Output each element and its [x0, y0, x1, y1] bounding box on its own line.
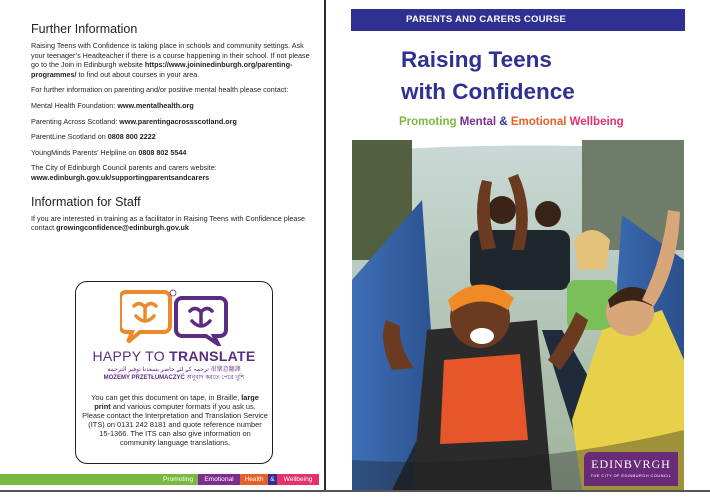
contact-youngminds: YoungMinds Parents’ Helpline on 0808 802 5544 [31, 147, 187, 157]
translation-languages: ترجمہ کے لئے حاضر بسعدنا توفير الترجمة 很樂意翻譯 MOŻEMY PRZETŁUMACZYĆ অনুবাদ করতে পেরে খুশি [103, 367, 245, 381]
strip-health: Health [240, 474, 268, 485]
happy-to-translate-logo-icon [120, 288, 228, 346]
contact-parenting-across-scotland: Parenting Across Scotland: www.parentingacrossscotland.org [31, 116, 237, 126]
contact-intro: For further information on parenting and/or positive mental health please contact: [31, 85, 289, 95]
cover-tagline: Promoting Mental & Emotional Wellbeing [399, 116, 624, 128]
translation-box [75, 281, 273, 464]
parenting-across-scotland-link[interactable]: www.parentingacrossscotland.org [119, 116, 237, 126]
edinburgh-council-logo: EDINBVRGH THE CITY OF EDINBURGH COUNCIL [584, 452, 678, 486]
course-locations-paragraph: Raising Teens with Confidence is taking place in schools and community settings. Ask your teenager’s Headteacher if there is a course happening in their school. If not please go to the Join in Edinburgh website https://www.joininedinburgh.org/parenting-programmes/ to find out about courses in your area. [31, 41, 310, 79]
front-cover [326, 0, 710, 490]
mental-health-foundation-link[interactable]: www.mentalhealth.org [117, 100, 194, 110]
strip-promoting: Promoting [158, 474, 198, 485]
strip-wellbeing: Wellbeing [277, 474, 319, 485]
strip-ampersand: & [268, 474, 277, 485]
staff-email-link[interactable]: growingconfidence@edinburgh.gov.uk [56, 223, 189, 233]
information-for-staff-heading: Information for Staff [31, 194, 141, 209]
strip-emotional: Emotional [198, 474, 240, 485]
promoting-wellbeing-strip [0, 474, 324, 485]
join-in-edinburgh-link[interactable]: https://www.joininedinburgh.org/parenting-programmes/ [31, 60, 293, 79]
bottom-border [0, 490, 710, 492]
contact-council: The City of Edinburgh Council parents and carers website: www.edinburgh.gov.uk/supportingparentsandcarers [31, 163, 217, 182]
contact-mental-health-foundation: Mental Health Foundation: www.mentalhealth.org [31, 100, 194, 110]
council-website-link[interactable]: www.edinburgh.gov.uk/supportingparentsandcarers [31, 172, 210, 182]
translation-info-text: You can get this document on tape, in Braille, large print and various computer formats if you ask us. Please contact the Interpretation and Translation Service (ITS) on 0131 242 8181 and quote reference number 15-1366. The ITS can also give information on community language translations. [82, 393, 268, 448]
contact-parentline: ParentLine Scotland on 0808 800 2222 [31, 132, 156, 142]
staff-paragraph: If you are interested in training as a facilitator in Raising Teens with Confidence please contact growingconfidence@edinburgh.gov.uk [31, 213, 305, 233]
further-information-heading: Further Information [31, 22, 138, 36]
parentline-phone[interactable]: 0808 800 2222 [107, 132, 156, 142]
course-banner: PARENTS AND CARERS COURSE [351, 9, 685, 31]
youngminds-phone[interactable]: 0808 802 5544 [138, 147, 187, 157]
cover-title: Raising Teens with Confidence [401, 47, 575, 104]
happy-to-translate-title: HAPPY TO TRANSLATE [92, 348, 256, 364]
